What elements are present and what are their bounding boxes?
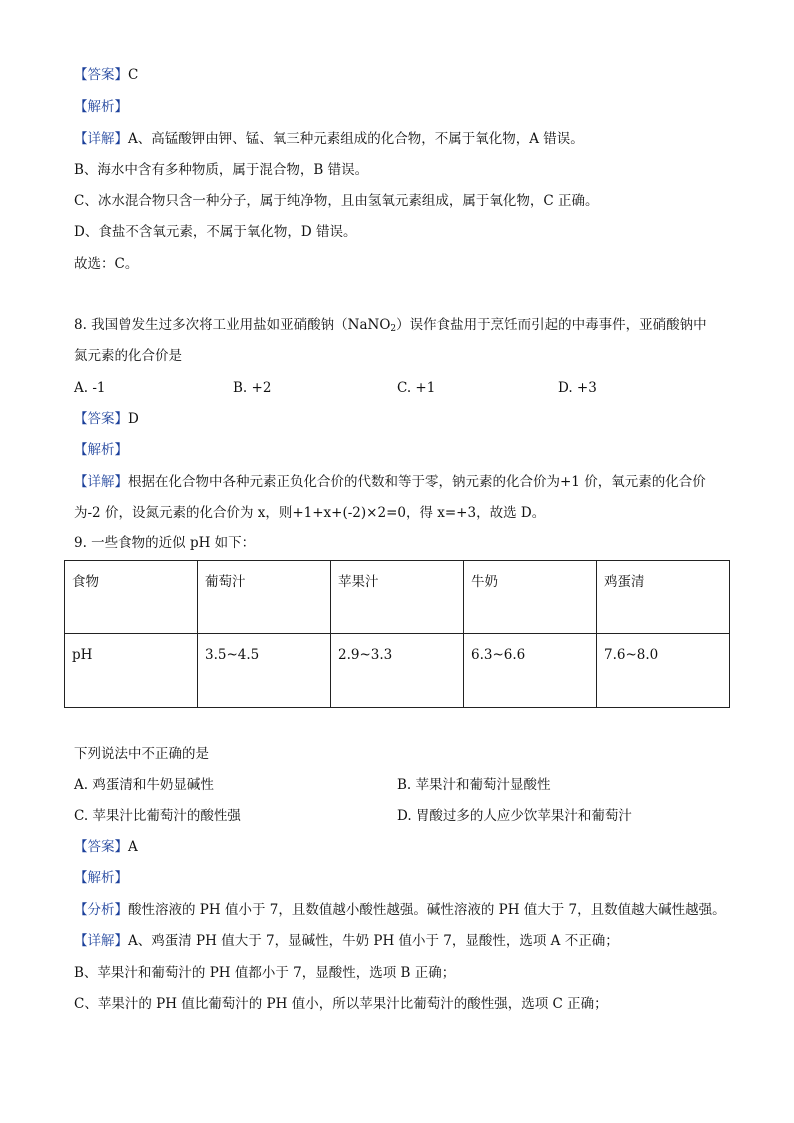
q7-answer-line bbox=[74, 65, 138, 85]
answer-tag: 【答案】 bbox=[74, 67, 128, 83]
table-cell: 3.5~4.5 bbox=[198, 634, 331, 708]
q7-detail-line-a bbox=[74, 129, 584, 149]
answer-value: D bbox=[128, 411, 139, 427]
q8-detail-line2: 为-2 价，设氮元素的化合价为 x，则+1+x+(-2)×2=0，得 x=+3，故选 D。 bbox=[74, 505, 546, 521]
table-cell: 苹果汁 bbox=[331, 561, 464, 634]
q8-option-d: D. +3 bbox=[558, 380, 597, 396]
q8-stem-line2: 氮元素的化合价是 bbox=[74, 348, 182, 364]
answer-tag: 【答案】 bbox=[74, 839, 128, 855]
q9-option-d: D. 胃酸过多的人应少饮苹果汁和葡萄汁 bbox=[397, 808, 632, 824]
table-cell: 鸡蛋清 bbox=[597, 561, 730, 634]
table-row bbox=[65, 634, 730, 708]
q8-answer-line bbox=[74, 409, 139, 429]
fenxi-text: 酸性溶液的 PH 值小于 7，且数值越小酸性越强。碱性溶液的 PH 值大于 7，且数值越大碱性越强。 bbox=[128, 902, 726, 918]
q9-answer-line bbox=[74, 837, 138, 857]
ph-table bbox=[64, 560, 730, 708]
table-cell: 食物 bbox=[65, 561, 198, 634]
detail-text: 根据在化合物中各种元素正负化合价的代数和等于零，钠元素的化合价为+1 价，氧元素的化合价 bbox=[128, 474, 706, 490]
q8-option-c: C. +1 bbox=[397, 380, 436, 396]
q9-fenxi-line bbox=[74, 900, 726, 920]
table-header-row bbox=[65, 561, 730, 634]
q9-question: 下列说法中不正确的是 bbox=[74, 746, 209, 762]
q9-detail-line-b: B、苹果汁和葡萄汁的 PH 值都小于 7，显酸性，选项 B 正确； bbox=[74, 965, 456, 981]
table-cell: 7.6~8.0 bbox=[597, 634, 730, 708]
q8-analysis-tag: 【解析】 bbox=[74, 442, 128, 458]
q8-stem-pre: 8. 我国曾发生过多次将工业用盐如亚硝酸钠（NaNO bbox=[74, 317, 391, 333]
detail-tag: 【详解】 bbox=[74, 474, 128, 490]
answer-value: A bbox=[128, 839, 138, 855]
detail-text: A、高锰酸钾由钾、锰、氧三种元素组成的化合物，不属于氧化物，A 错误。 bbox=[128, 131, 584, 147]
q8-stem-subscript: 2 bbox=[390, 324, 397, 334]
q9-option-c: C. 苹果汁比葡萄汁的酸性强 bbox=[74, 808, 241, 824]
table-cell: 葡萄汁 bbox=[198, 561, 331, 634]
q8-stem-post: ）误作食盐用于烹饪而引起的中毒事件，亚硝酸钠中 bbox=[396, 317, 707, 333]
q7-analysis-tag: 【解析】 bbox=[74, 99, 128, 115]
answer-tag: 【答案】 bbox=[74, 411, 128, 427]
q7-detail-line-c: C、冰水混合物只含一种分子，属于纯净物，且由氢氧元素组成，属于氧化物，C 正确。 bbox=[74, 193, 599, 209]
q7-detail-line-b: B、海水中含有多种物质，属于混合物，B 错误。 bbox=[74, 162, 369, 178]
q9-option-a: A. 鸡蛋清和牛奶显碱性 bbox=[74, 777, 214, 793]
table-cell: 6.3~6.6 bbox=[464, 634, 597, 708]
q8-option-a: A. -1 bbox=[74, 380, 106, 396]
q9-detail-line-a bbox=[74, 931, 619, 951]
table-cell: pH bbox=[65, 634, 198, 708]
answer-value: C bbox=[128, 67, 139, 83]
table-cell: 2.9~3.3 bbox=[331, 634, 464, 708]
q8-option-b: B. +2 bbox=[233, 380, 272, 396]
q8-stem-line1 bbox=[74, 315, 707, 339]
detail-text: A、鸡蛋清 PH 值大于 7，显碱性，牛奶 PH 值小于 7，显酸性，选项 A 不正确； bbox=[128, 933, 619, 949]
q7-conclusion: 故选：C。 bbox=[74, 256, 139, 272]
detail-tag: 【详解】 bbox=[74, 131, 128, 147]
q9-option-b: B. 苹果汁和葡萄汁显酸性 bbox=[397, 777, 551, 793]
q8-detail-line1 bbox=[74, 472, 706, 492]
q9-stem: 9. 一些食物的近似 pH 如下： bbox=[74, 535, 256, 551]
q9-analysis-tag: 【解析】 bbox=[74, 870, 128, 886]
detail-tag: 【详解】 bbox=[74, 933, 128, 949]
fenxi-tag: 【分析】 bbox=[74, 902, 128, 918]
table-cell: 牛奶 bbox=[464, 561, 597, 634]
q9-detail-line-c: C、苹果汁的 PH 值比葡萄汁的 PH 值小，所以苹果汁比葡萄汁的酸性强，选项 C 正确； bbox=[74, 996, 608, 1012]
q7-detail-line-d: D、食盐不含氧元素，不属于氧化物，D 错误。 bbox=[74, 224, 357, 240]
